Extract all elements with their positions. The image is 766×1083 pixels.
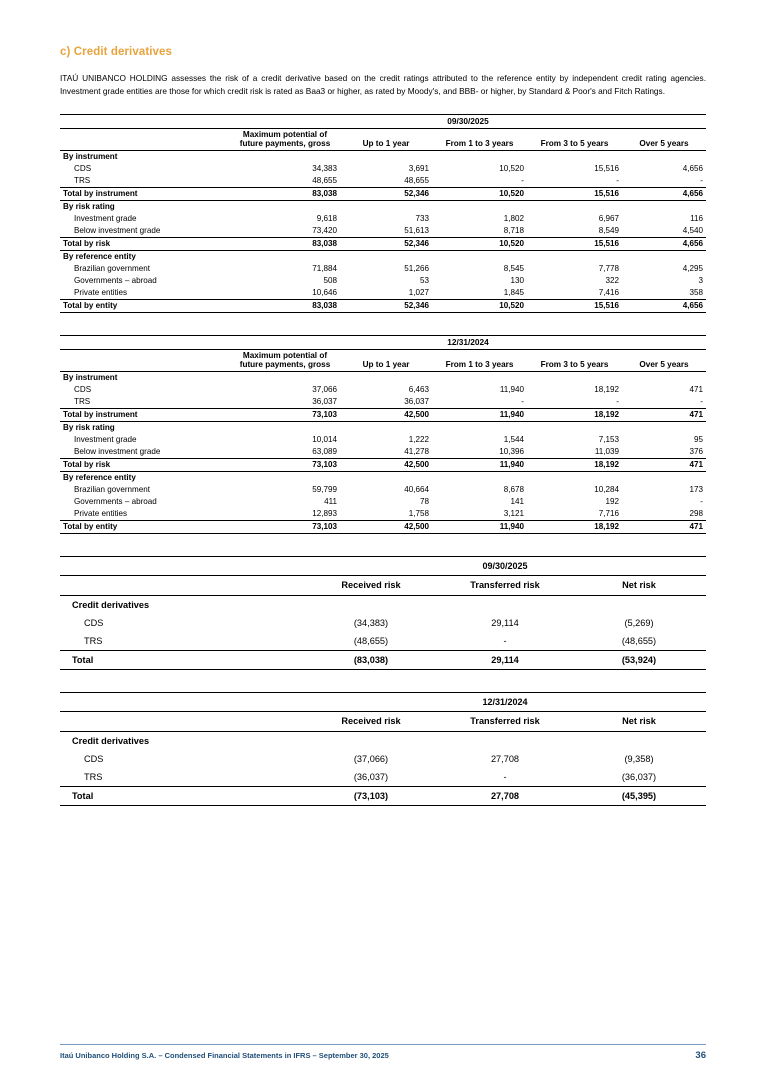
row-label: By risk rating <box>63 202 115 212</box>
table-row: Private entities 12,893 1,758 3,121 7,716 298 <box>60 508 706 521</box>
table-row: CDS 37,066 6,463 11,940 18,192 471 <box>60 384 706 396</box>
col-head-1: Maximum potential of future payments, gross <box>230 349 340 371</box>
row-label: Brazilian government <box>74 264 151 274</box>
col-head-3: Net risk <box>572 711 706 731</box>
row-label: Below investment grade <box>74 447 161 457</box>
row-label: By reference entity <box>63 252 136 262</box>
net-risk-table-prior <box>60 692 706 806</box>
row-label: Governments – abroad <box>74 276 157 286</box>
table-spacer <box>60 538 706 556</box>
table-column-headers <box>60 128 706 150</box>
table-row-total: Total by risk 73,103 42,500 11,940 18,192 471 <box>60 458 706 471</box>
col-head-2: Up to 1 year <box>340 128 432 150</box>
table-date-header <box>60 335 706 349</box>
net-risk-table-current <box>60 556 706 670</box>
col-head-3: Net risk <box>572 575 706 595</box>
row-label: Total by entity <box>60 299 230 312</box>
row-label: Private entities <box>74 509 128 519</box>
page-footer <box>60 1044 706 1061</box>
table-row <box>60 200 706 213</box>
table-date-header <box>60 556 706 575</box>
table-row-total: Total by entity 83,038 52,346 10,520 15,516 4,656 <box>60 299 706 312</box>
col-head-5: Over 5 years <box>622 349 706 371</box>
table-row: CDS (34,383) 29,114 (5,269) <box>60 614 706 632</box>
table-row <box>60 421 706 434</box>
row-label: Below investment grade <box>74 226 161 236</box>
section-title: c) Credit derivatives <box>60 46 173 58</box>
row-label: CDS <box>74 385 92 395</box>
table-spacer <box>60 674 706 692</box>
table-row: CDS 34,383 3,691 10,520 15,516 4,656 <box>60 163 706 175</box>
row-label: Total by instrument <box>60 187 230 200</box>
table-row <box>60 471 706 484</box>
col-head-2: Transferred risk <box>438 575 572 595</box>
table-row-total: Total by entity 73,103 42,500 11,940 18,192 471 <box>60 520 706 533</box>
table-row: Brazilian government 71,884 51,266 8,545 7,778 4,295 <box>60 263 706 275</box>
table-row <box>60 250 706 263</box>
col-head-5: Over 5 years <box>622 128 706 150</box>
table-row: Brazilian government 59,799 40,664 8,678 10,284 173 <box>60 484 706 496</box>
footer-text: Itaú Unibanco Holding S.A. – Condensed Financial Statements in IFRS – September 30, 2025 <box>60 1051 389 1060</box>
row-label: CDS <box>74 164 92 174</box>
col-head-4: From 3 to 5 years <box>527 128 622 150</box>
col-head-0 <box>60 575 304 595</box>
maturity-table-current <box>60 114 706 313</box>
row-label: Total by risk <box>60 237 230 250</box>
row-label: TRS <box>74 397 91 407</box>
table-date: 12/31/2024 <box>304 692 706 711</box>
col-head-1: Maximum potential of future payments, gross <box>230 128 340 150</box>
row-label: By instrument <box>60 371 230 384</box>
row-label: TRS <box>84 635 103 646</box>
table-row: Private entities 10,646 1,027 1,845 7,416 358 <box>60 287 706 300</box>
row-label: Brazilian government <box>74 485 151 495</box>
table-row: Below investment grade 73,420 51,613 8,718 8,549 4,540 <box>60 225 706 238</box>
col-head-3: From 1 to 3 years <box>432 349 527 371</box>
table-date-header <box>60 692 706 711</box>
row-label: CDS <box>84 753 104 764</box>
table-column-headers <box>60 711 706 731</box>
col-head-4: From 3 to 5 years <box>527 349 622 371</box>
table-column-headers <box>60 349 706 371</box>
col-head-0 <box>60 128 230 150</box>
table-spacer <box>60 317 706 335</box>
col-head-1: Received risk <box>304 575 438 595</box>
row-label: Credit derivatives <box>60 595 304 614</box>
col-head-0 <box>60 349 230 371</box>
table-row <box>60 371 706 384</box>
table-row: Investment grade 9,618 733 1,802 6,967 116 <box>60 213 706 225</box>
maturity-table-prior <box>60 335 706 534</box>
table-row: Governments – abroad 411 78 141 192 - <box>60 496 706 508</box>
table-row <box>60 150 706 163</box>
table-row-total: Total by instrument 83,038 52,346 10,520 15,516 4,656 <box>60 187 706 200</box>
row-label: Credit derivatives <box>60 731 304 750</box>
col-head-0 <box>60 711 304 731</box>
table-row-total: Total (73,103) 27,708 (45,395) <box>60 786 706 805</box>
row-label: By risk rating <box>63 423 115 433</box>
row-label: Investment grade <box>74 214 137 224</box>
table-row-total: Total by risk 83,038 52,346 10,520 15,516 4,656 <box>60 237 706 250</box>
row-label: Investment grade <box>74 435 137 445</box>
table-row: TRS 48,655 48,655 - - - <box>60 175 706 188</box>
col-head-2: Up to 1 year <box>340 349 432 371</box>
col-head-2: Transferred risk <box>438 711 572 731</box>
intro-paragraph: ITAÚ UNIBANCO HOLDING assesses the risk of a credit derivative based on the credit ratings attributed to the reference entity by independent credit rating agencies. Investment grade entities are those for which credit risk is rated as Baa3 or higher, as rated by Moody's, and BBB- or higher, by Standard & Poor's and Fitch Ratings. <box>60 73 706 96</box>
table-row <box>60 731 706 750</box>
row-label: By instrument <box>60 150 230 163</box>
table-row <box>60 595 706 614</box>
table-date-header <box>60 114 706 128</box>
row-label: Total by entity <box>60 520 230 533</box>
table-date: 09/30/2025 <box>304 556 706 575</box>
table-row-total: Total (83,038) 29,114 (53,924) <box>60 650 706 669</box>
table-row: TRS (48,655) - (48,655) <box>60 632 706 651</box>
row-label: TRS <box>74 176 91 186</box>
row-label: Governments – abroad <box>74 497 157 507</box>
page-number: 36 <box>695 1050 706 1061</box>
table-row: Governments – abroad 508 53 130 322 3 <box>60 275 706 287</box>
col-head-1: Received risk <box>304 711 438 731</box>
table-row: Below investment grade 63,089 41,278 10,396 11,039 376 <box>60 446 706 459</box>
table-date: 12/31/2024 <box>230 335 706 349</box>
col-head-3: From 1 to 3 years <box>432 128 527 150</box>
row-label: Private entities <box>74 288 128 298</box>
row-label: Total <box>60 650 304 669</box>
row-label: Total <box>60 786 304 805</box>
table-row: TRS (36,037) - (36,037) <box>60 768 706 787</box>
row-label: By reference entity <box>63 473 136 483</box>
row-label: Total by instrument <box>60 408 230 421</box>
table-row: CDS (37,066) 27,708 (9,358) <box>60 750 706 768</box>
row-label: CDS <box>84 617 104 628</box>
table-row-total: Total by instrument 73,103 42,500 11,940 18,192 471 <box>60 408 706 421</box>
row-label: Total by risk <box>60 458 230 471</box>
table-date: 09/30/2025 <box>230 114 706 128</box>
table-row: Investment grade 10,014 1,222 1,544 7,153 95 <box>60 434 706 446</box>
row-label: TRS <box>84 771 103 782</box>
table-column-headers <box>60 575 706 595</box>
table-row: TRS 36,037 36,037 - - - <box>60 396 706 409</box>
